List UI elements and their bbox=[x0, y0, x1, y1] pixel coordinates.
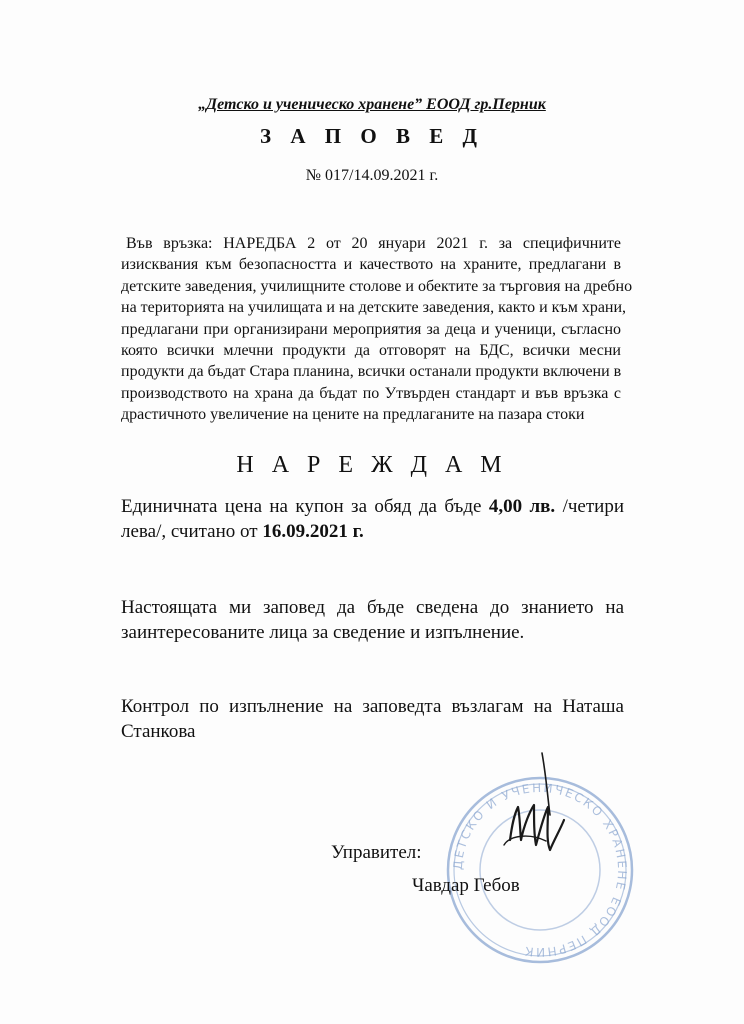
preamble-line: която всички млечни продукти да отговорят на БДС, всички месни bbox=[121, 342, 621, 360]
effective-date: 16.09.2021 г. bbox=[262, 521, 364, 542]
coupon-price: 4,00 лв. bbox=[488, 496, 556, 517]
preamble-paragraph bbox=[121, 233, 633, 426]
notice-line: Настоящата ми заповед да бъде сведена до знанието на bbox=[121, 597, 624, 618]
price-line-2 bbox=[121, 519, 624, 544]
decree-heading: Н А Р Е Ж Д А М bbox=[236, 452, 508, 478]
price-text-cont: лева/, считано от bbox=[121, 521, 263, 542]
price-words: /четири bbox=[555, 496, 624, 517]
notice-paragraph bbox=[121, 595, 624, 645]
preamble-line: предлагани при организирани мероприятия за деца и ученици, съгласно bbox=[121, 320, 621, 338]
price-paragraph bbox=[121, 494, 624, 544]
control-line: Контрол по изпълнение на заповедта възлагам на Наташа bbox=[121, 696, 624, 717]
preamble-line: на територията на училищата и на детските заведения, както и към храни, bbox=[121, 299, 627, 317]
control-paragraph bbox=[121, 694, 624, 744]
organization-name: „Детско и ученическо хранене” ЕООД гр.Перник bbox=[198, 96, 546, 113]
handwritten-signature bbox=[490, 745, 580, 885]
stamp-text: ДЕТСКО И УЧЕНИЧЕСКО ХРАНЕНЕ ЕООД ПЕРНИК bbox=[450, 780, 630, 960]
price-text: Единичната цена на купон за обяд да бъде bbox=[121, 496, 489, 517]
preamble-line: продукти да бъдат Стара планина, всички останали продукти включени в bbox=[121, 363, 622, 381]
document-title: З А П О В Е Д bbox=[260, 124, 484, 148]
notice-line: заинтересованите лица за сведение и изпълнение. bbox=[121, 622, 525, 643]
preamble-line: драстичното увеличение на цените на предлаганите на пазара стоки bbox=[121, 406, 585, 424]
preamble-line: изисквания към безопасността и качеството на храните, предлагани в bbox=[121, 256, 621, 274]
preamble-line: детските заведения, училищните столове и обектите за търговия на дребно bbox=[121, 277, 633, 295]
manager-role: Управител: bbox=[331, 842, 422, 863]
price-line-1 bbox=[121, 494, 624, 519]
document-number: № 017/14.09.2021 г. bbox=[305, 167, 439, 184]
preamble-line: производството на храна да бъдат по Утвърден стандарт и във връзка с bbox=[121, 384, 621, 402]
preamble-line: Във връзка: НАРЕДБА 2 от 20 януари 2021 г. за специфичните bbox=[126, 235, 621, 252]
control-line: Станкова bbox=[121, 721, 196, 742]
manager-name: Чавдар Гебов bbox=[412, 875, 520, 896]
